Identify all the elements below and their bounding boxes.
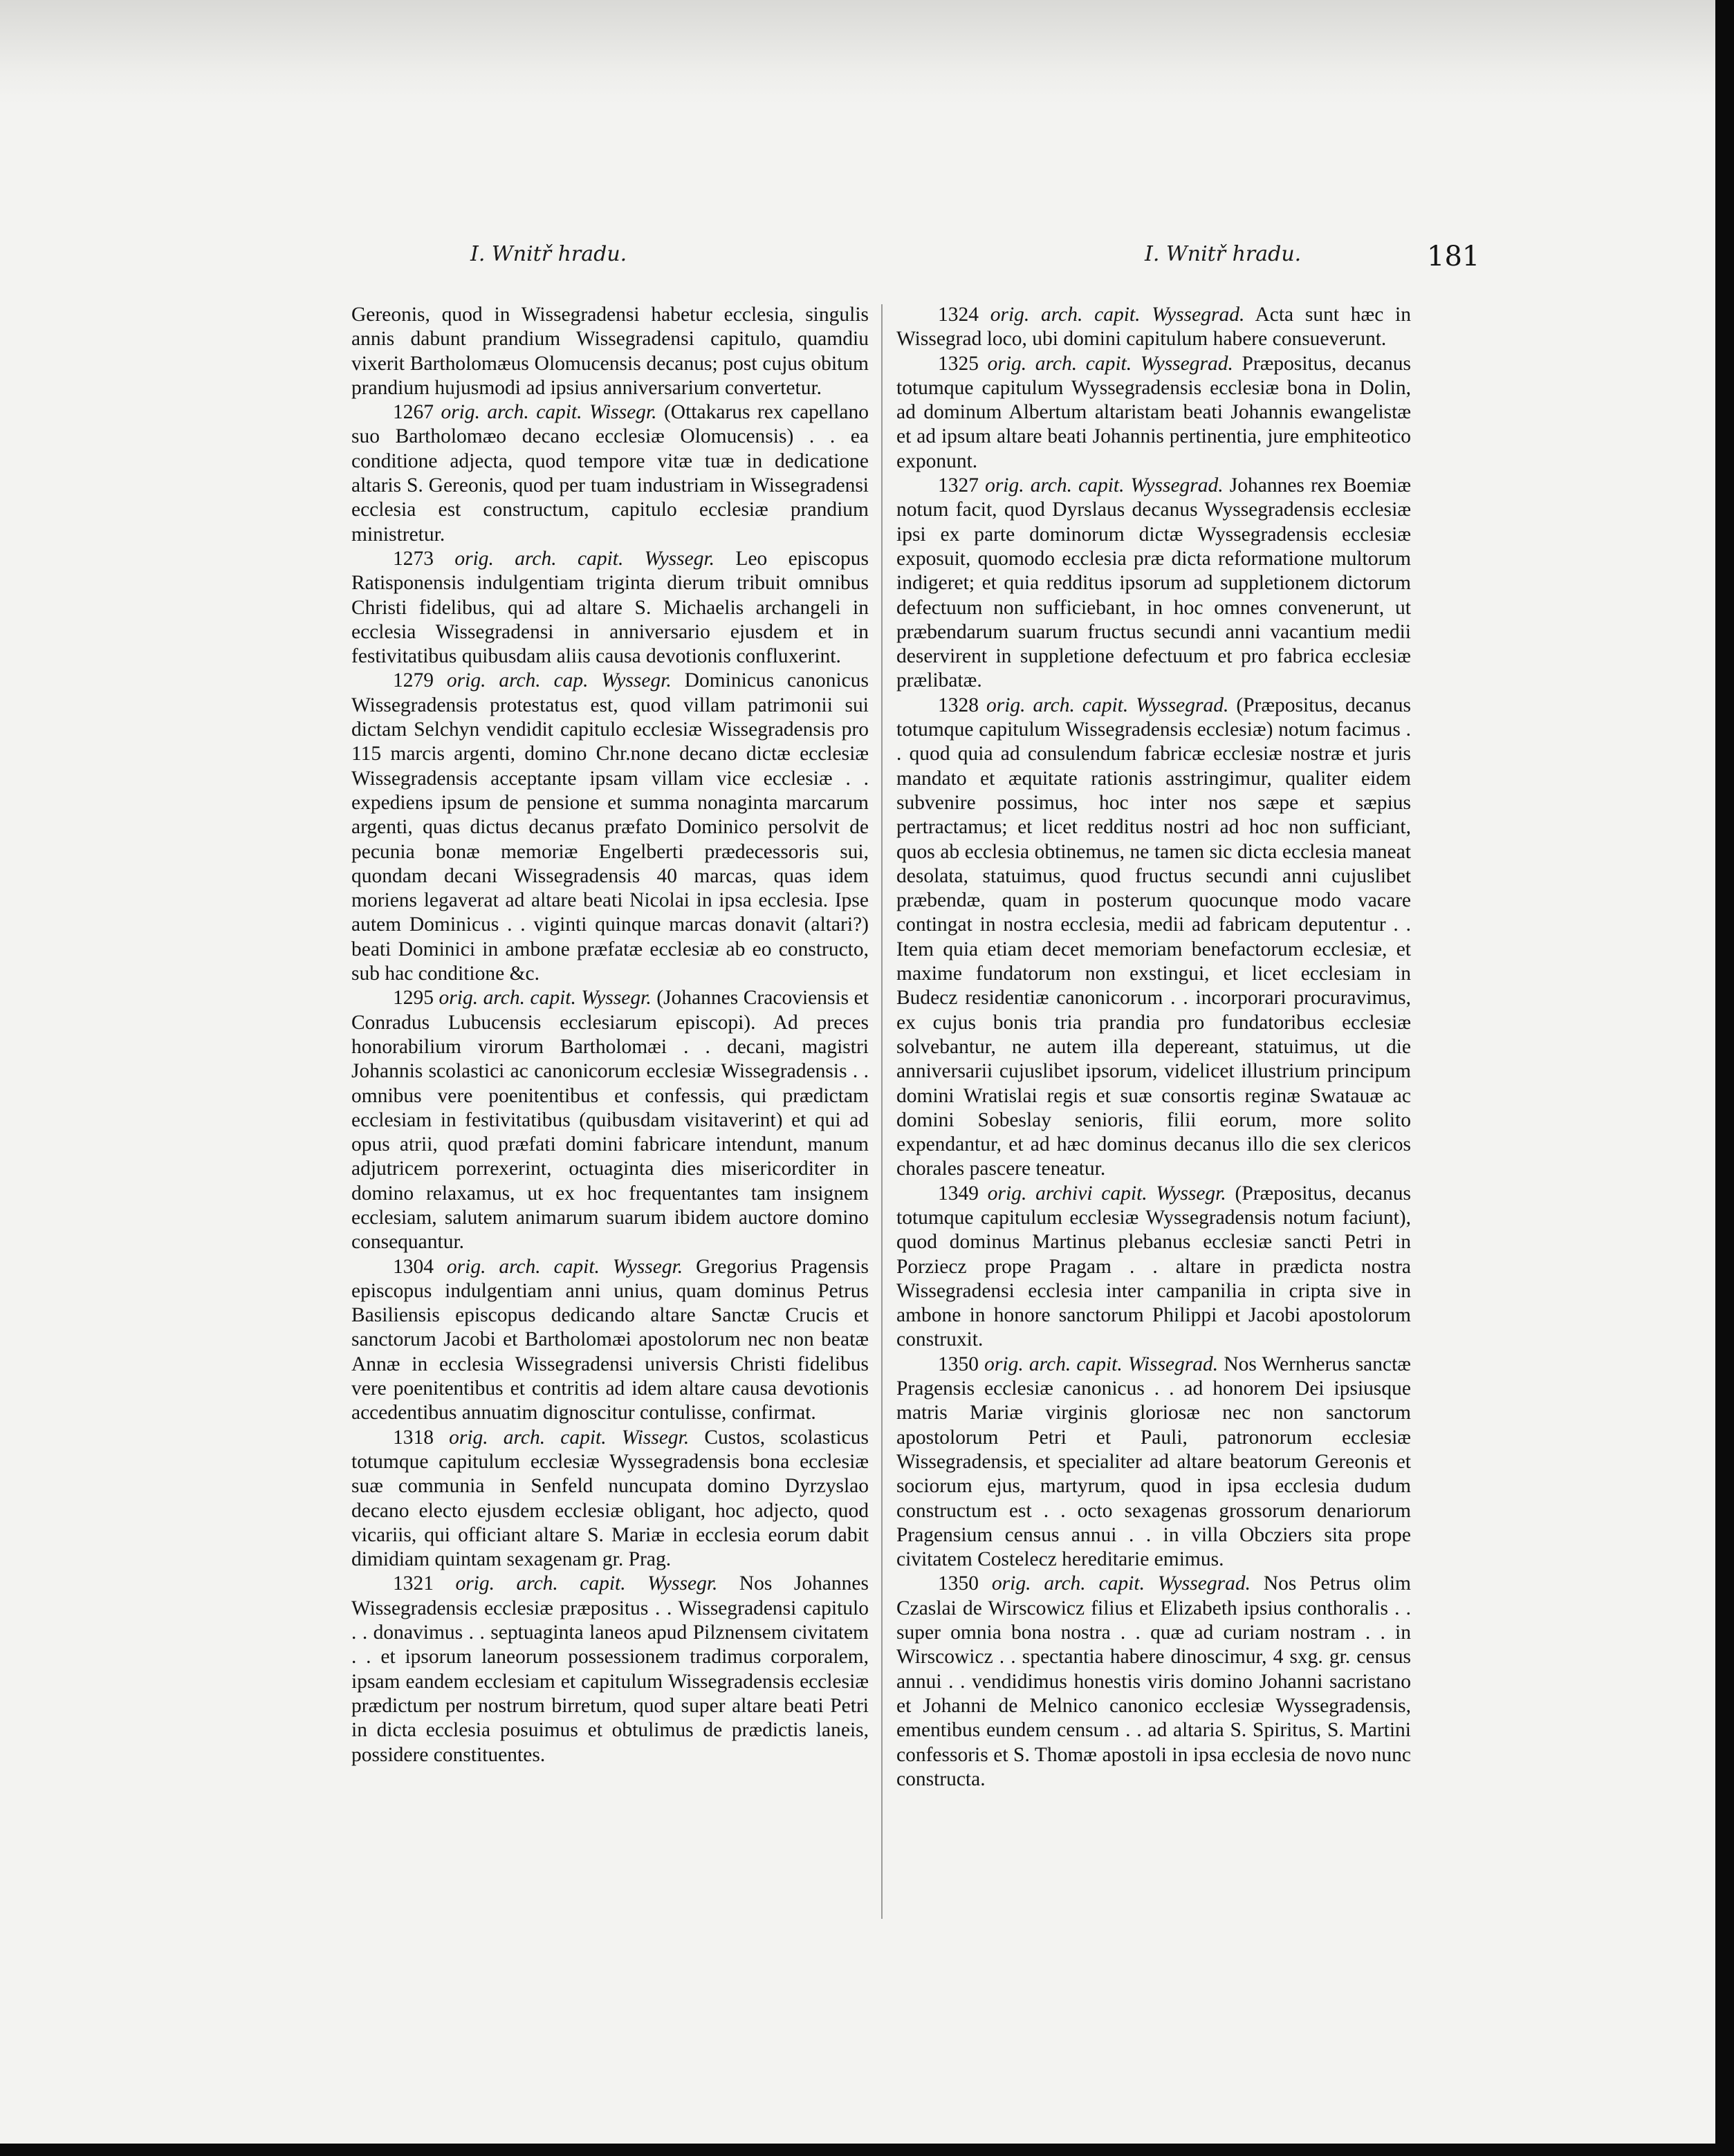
entry	[351, 986, 869, 1254]
entry	[896, 303, 1411, 352]
entry-year: 1350	[938, 1353, 979, 1375]
entry	[896, 694, 1411, 1182]
left-column	[351, 303, 869, 1767]
entry-text: Nos Petrus olim Czaslai de Wirscowicz filius et Elizabeth ipsius conthoralis . . super omnia bona nostra . . quæ ad curiam nostram . . in Wirscowicz . . spectantia habere dinoscimur, 4 sxg. gr. census annui . . vendidimus honestis viris domino Johanni sacristano et Johanni de Melnico canonico ecclesiæ Wyssegradensis, ementibus eundem censum . . ad altaria S. Spiritus, S. Martini confessoris et S. Thomæ apostoli in ipsa ecclesia de novo nunc constructa.	[896, 1572, 1411, 1790]
entry-text: (Ottakarus rex capellano suo Bartholomæo decano ecclesiæ Olomucensis) . . ea conditione adjecta, quod tempore vitæ tuæ in dedicatione altaris S. Gereonis, quod per tuam industriam in Wissegradensi ecclesia est constructum, capitulo ecclesiæ prandium ministretur.	[351, 401, 869, 546]
entry-source: orig. arch. capit. Wissegr.	[441, 401, 657, 424]
entry	[351, 547, 869, 669]
entry-year: 1327	[938, 474, 979, 497]
entry-source: orig. arch. capit. Wyssegr.	[454, 547, 715, 570]
entry	[896, 1353, 1411, 1572]
entry-text: Nos Johannes Wissegradensis ecclesiæ præpositus . . Wissegradensi capitulo . . donavimus . . septuaginta laneos apud Pilznensem civitatem . . et ipsorum laneorum possessionem tradimus corporalem, ipsam eandem ecclesiam et capitulum Wissegradensis ecclesiæ prædictum per nostrum birretum, quod super altare beati Petri in dicta ecclesia posuimus et obtulimus de prædictis laneis, possidere constituentes.	[351, 1572, 869, 1766]
entry-text: Leo episcopus Ratisponensis indulgentiam triginta dierum tribuit omnibus Christi fidelibus, qui ad altare S. Michaelis archangeli in ecclesia Wissegradensi in anniversario ejusdem et in festivitatibus quibusdam aliis causa devotionis confluxerint.	[351, 547, 869, 668]
entry	[351, 669, 869, 986]
entry-year: 1321	[393, 1572, 434, 1595]
entry	[351, 1255, 869, 1426]
entry-text: (Johannes Cracoviensis et Conradus Lubucensis ecclesiarum episcopi). Ad preces honorabilium virorum Bartholomæi . . decani, magistri Johannis scolastici ac canonicorum ecclesiæ Wissegradensis . . omnibus vere poenitentibus et confessis, qui prædictam ecclesiam in festivitatibus (quibusdam visitaverint) et qui ad opus atrii, quod præfati domini fabricare intendunt, manum adjutricem porrexerint, octuaginta dies misericorditer in domino relaxamus, ut ex hoc frequentantes tam insignem ecclesiam, salutem animarum suarum ibidem auctore domino consequantur.	[351, 987, 869, 1254]
entry-year: 1267	[393, 401, 434, 424]
entry	[351, 1426, 869, 1572]
entry-source: orig. arch. capit. Wyssegrad.	[991, 1572, 1251, 1595]
entry-year: 1349	[938, 1182, 979, 1205]
entry-source: orig. arch. capit. Wyssegr.	[455, 1572, 718, 1595]
entry-year: 1273	[393, 547, 434, 570]
entry-source: orig. arch. cap. Wyssegr.	[446, 669, 672, 692]
entry-text: Nos Wernherus sanctæ Pragensis ecclesiæ canonicus . . ad honorem Dei ipsiusque matris Mariæ virginis gloriosæ nec non sanctorum apostolorum Petri et Pauli, patronorum ecclesiæ Wissegradensis, et specialiter ad altare beatorum Gereonis et sociorum ejus, martyrum, quod in ipsa ecclesia dudum constructum est . . octo sexagenas grossorum denariorum Pragensium census annui . . in villa Obcziers sita prope civitatem Costelecz hereditarie emimus.	[896, 1353, 1411, 1571]
entry-text: Custos, scolasticus totumque capitulum ecclesiæ Wyssegradensis bona ecclesiæ suæ communia in Senfeld nuncupata domino Dyrzyslao decano electo ejusdem ecclesiæ obligant, hoc adjecto, quod vicariis, qui officiant altare S. Mariæ in ecclesia eorum dabit dimidiam quintam sexagenam gr. Prag.	[351, 1426, 869, 1571]
entry-text: Acta sunt hæc in Wissegrad loco, ubi domini capitulum habere consueverunt.	[896, 304, 1411, 351]
entry	[896, 474, 1411, 694]
entry-year: 1325	[938, 352, 979, 375]
entry-source: orig. arch. capit. Wyssegr.	[439, 987, 652, 1010]
entry	[896, 1572, 1411, 1792]
entry-text: (Præpositus, decanus totumque capitulum Wissegradensis ecclesiæ) notum facimus . . quod quia ad consulendum fabricæ ecclesiæ nostræ et juris mandato et æquitate rationis asstringimur, qualiter eidem subvenire possimus, hoc inter nos sæpe et sæpius pertractamus; et licet redditus nostri ad hoc non sufficiant, quos ab ecclesia obtinemus, ne tamen sic dicta ecclesia maneat desolata, statuimus, quod fructus secundi anni cujuslibet præbendæ, quam in posterum quocunque modo vacare contingat in nostra ecclesia, medii ad fabricam deputentur . . Item quia etiam decet memoriam benefactorum ecclesiæ, et maxime fundatorum non exstingui, et licet ecclesiam in Budecz residentiæ canonicorum . . incorporari procuravimus, ex cujus bonis tria prandia pro fundatoribus ecclesiæ solvebantur, ne autem illa depereant, statuimus, ut die anniversarii cujuslibet ipsorum, videlicet illustrium principum domini Wratislai regis et suæ consortis reginæ Swatauæ ac domini Sobeslay senioris, filii eorum, more solito expendantur, et ad hæc dominus decanus illo die sex clericos chorales pascere teneatur.	[896, 694, 1412, 1180]
page-header	[0, 242, 1715, 284]
entry-source: orig. arch. capit. Wyssegrad.	[985, 474, 1224, 497]
entry-year: 1318	[393, 1426, 434, 1449]
entry-year: 1279	[393, 669, 434, 692]
entry-year: 1304	[393, 1255, 434, 1278]
entry	[896, 352, 1411, 474]
entry-source: orig. arch. capit. Wyssegrad.	[987, 352, 1233, 375]
running-title-right: I. Wnitř hradu.	[1145, 242, 1302, 266]
entry-source: orig. archivi capit. Wyssegr.	[987, 1182, 1226, 1205]
running-title-left: I. Wnitř hradu.	[470, 242, 627, 266]
entry-source: orig. arch. capit. Wyssegrad.	[986, 694, 1229, 716]
entry-source: orig. arch. capit. Wissegr.	[449, 1426, 690, 1449]
entry-text: Gregorius Pragensis episcopus indulgentiam anni unius, quam dominus Petrus Basiliensis episcopus dedicando altare Sanctæ Crucis et sanctorum Jacobi et Bartholomæi apostolorum nec non beatæ Annæ in ecclesia Wissegradensi universis Christi fidelibus vere poenitentibus et contritis ad idem altare causa devotionis accedentibus annuatim dignoscitur contulisse, confirmat.	[351, 1255, 869, 1424]
entry	[351, 400, 869, 547]
page-number: 181	[1427, 241, 1480, 272]
entry-year: 1328	[938, 694, 979, 716]
entry-text: Præpositus, decanus totumque capitulum Wyssegradensis ecclesiæ bona in Dolin, ad dominum Albertum altaristam beati Johannis ewangelistæ et ad ipsum altare beati Johannis pertinentia, jure emphiteotico exponunt.	[896, 352, 1412, 472]
entry-text: Johannes rex Boemiæ notum facit, quod Dyrslaus decanus Wyssegradensis ecclesiæ ipsi ex parte dominorum dictæ Wyssegradensis ecclesiæ exposuit, quomodo ecclesia præ dicta reformatione multorum indigeret; et quia redditus ipsorum ad suppletionem dictorum defectuum non sufficiebant, in hoc omnes convenerunt, ut præbendarum suarum fructus secundi anni vacantium medii deservirent in suppletione defectuum et pro fabrica ecclesiæ prælibatæ.	[896, 474, 1412, 692]
scan-shadow	[0, 0, 1715, 104]
entry-text: Dominicus canonicus Wissegradensis protestatus est, quod villam patrimonii sui dictam Selchyn vendidit capitulo ecclesiæ Wissegradensis pro 115 marcis argenti, domino Chr.none decano dictæ ecclesiæ Wissegradensis acceptante ipsam villam vice ecclesiæ . . expediens ipsum de pensione et summa nonaginta marcarum argenti, quas dictus decanus præfato Dominico persolvit de pecunia bonæ memoriæ Engelberti prædecessoris sui, quondam decani Wissegradensis 40 marcas, quas idem moriens legaverat ad altare beati Nicolai in ipsa ecclesia. Ipse autem Dominicus . . viginti quinque marcas donavit (altari?) beati Dominici in ambone præfatæ ecclesiæ ab eo constructo, sub hac conditione &c.	[351, 669, 869, 985]
entry-year: 1350	[938, 1572, 979, 1595]
entry-source: orig. arch. capit. Wyssegr.	[446, 1255, 683, 1278]
entry-source: orig. arch. capit. Wissegrad.	[984, 1353, 1219, 1375]
entry-source: orig. arch. capit. Wyssegrad.	[990, 304, 1245, 326]
entry	[896, 1182, 1411, 1353]
scan-border-right	[1715, 0, 1734, 2156]
entry-text: (Præpositus, decanus totumque capitulum ecclesiæ Wyssegradensis notum faciunt), quod dominus Martinus plebanus ecclesiæ sancti Petri in Porziecz prope Pragam . . altare in prædicta nostra Wissegradensi ecclesia inter campanilia in cripta sive in ambone in honore sanctorum Philippi et Jacobi apostolorum construxit.	[896, 1182, 1412, 1351]
entry	[351, 1572, 869, 1767]
entry-year: 1295	[393, 987, 434, 1010]
right-column	[896, 303, 1411, 1792]
scan-border-bottom	[0, 2144, 1734, 2156]
continuation-paragraph: Gereonis, quod in Wissegradensi habetur ecclesia, singulis annis dabunt prandium Wissegradensi capitulo, quamdiu vixerit Bartholomæus Olomucensis decanus; post cujus obitum prandium hujusmodi ad ipsius anniversarium convertetur.	[351, 304, 869, 399]
entry-year: 1324	[938, 304, 979, 326]
column-divider	[881, 304, 883, 1919]
